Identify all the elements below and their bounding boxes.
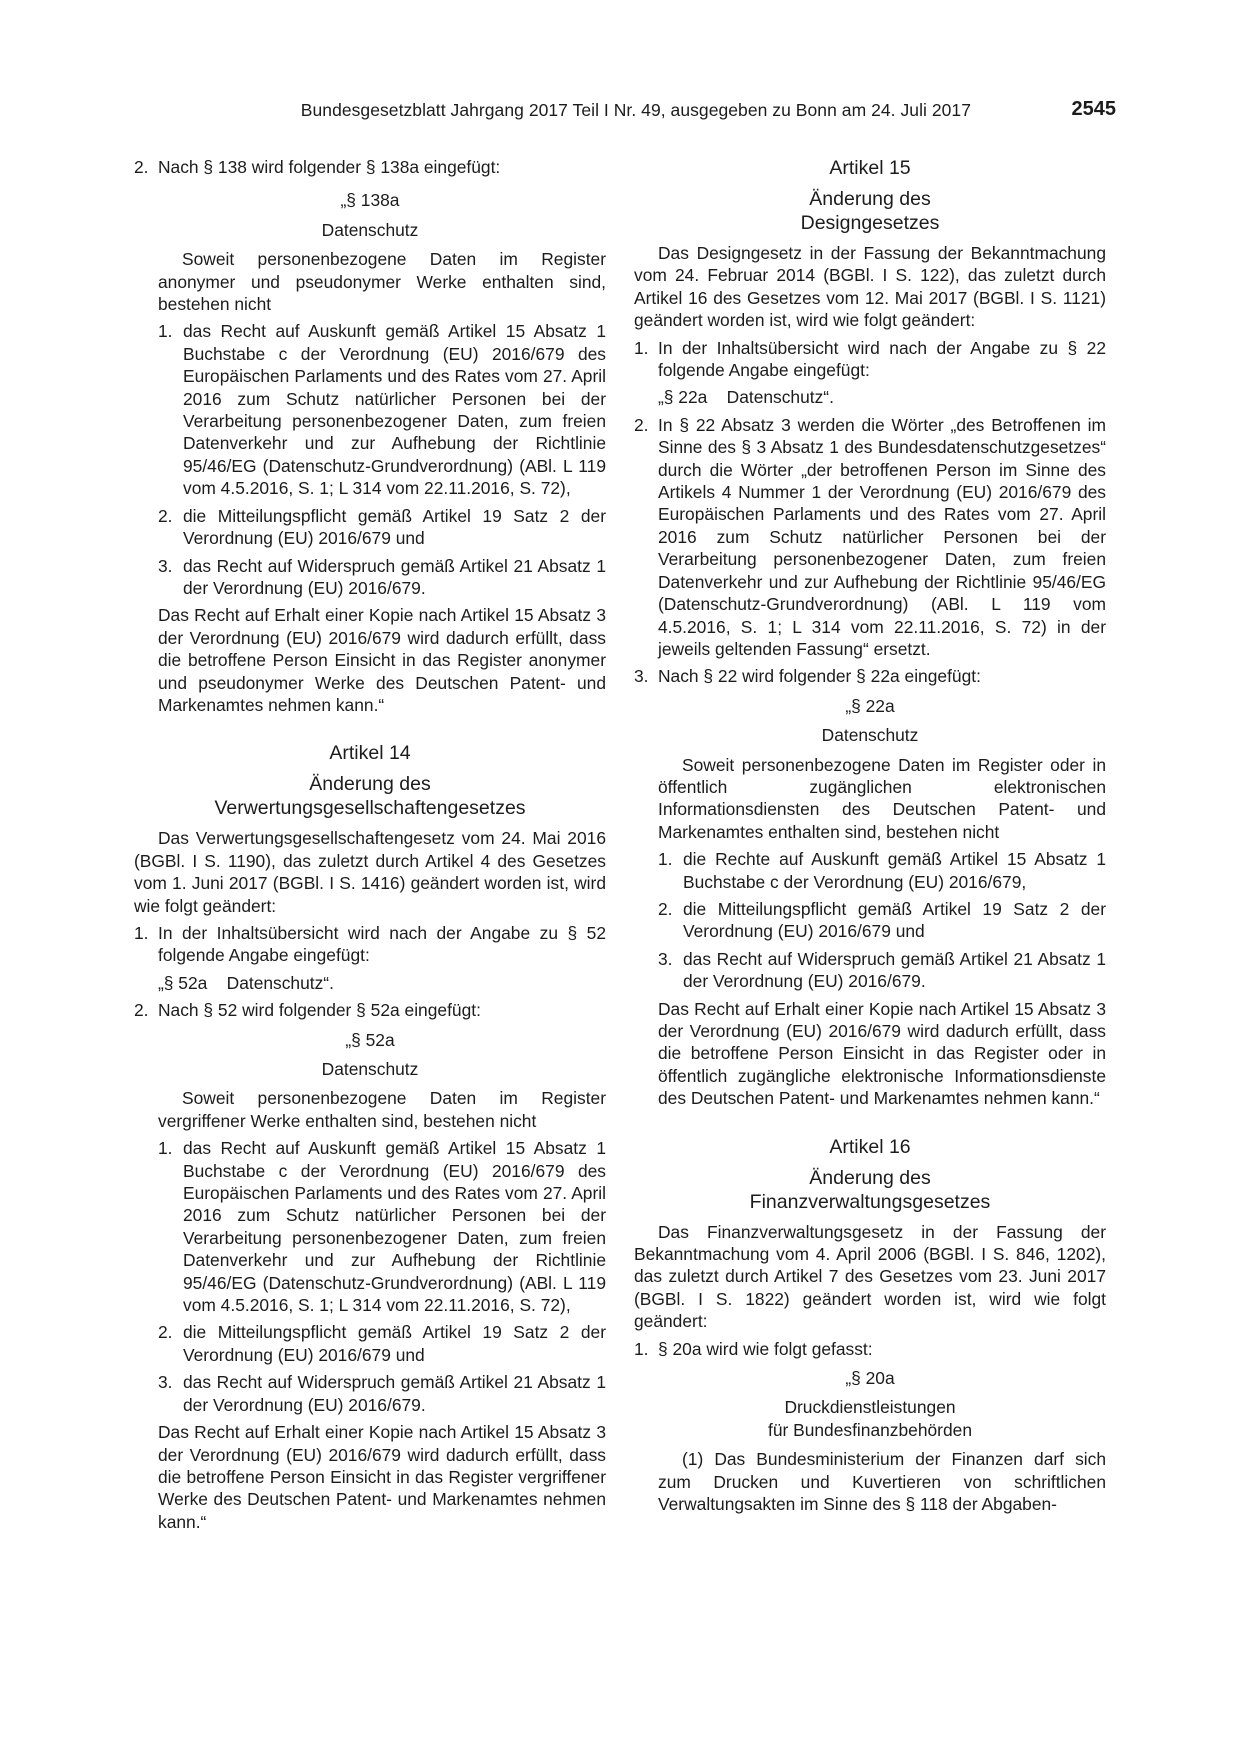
article-16-heading-line1: Änderung des — [809, 1166, 931, 1189]
list-item — [134, 1137, 606, 1316]
item-number: 1. — [634, 337, 649, 358]
paragraph-title-52a: Datenschutz — [321, 1059, 419, 1079]
item-number: 1. — [134, 922, 149, 943]
article-15-heading-line1: Änderung des — [809, 188, 931, 210]
amendment-item-1 — [134, 922, 606, 967]
list-item — [634, 948, 1106, 993]
list-number: 3. — [658, 948, 673, 969]
item-number: 2. — [134, 1000, 149, 1021]
item-number: 2. — [634, 414, 649, 435]
article-14-intro: Das Verwertungsgesellschaftengesetz vom 24. Mai 2016 (BGBl. I S. 1190), das zuletzt durch Artikel 4 des Gesetzes vom 1. Juni 2017 (BGBl. I S. 1416) geändert worden ist, wird wie folgt geändert: — [134, 828, 606, 916]
closing-22a: Das Recht auf Erhalt einer Kopie nach Artikel 15 Absatz 3 der Verordnung (EU) 2016/679 wird dadurch erfüllt, dass die betroffene Person Einsicht in das Register oder in öffentlich zugängliche elektronische Informationsdienste des Deutschen Patent- und Markenamtes nehmen kann.“ — [658, 998, 1106, 1109]
item-text: § 20a wird wie folgt gefasst: — [658, 1338, 873, 1359]
article-15-title: Artikel 15 — [829, 157, 911, 179]
list-text: das Recht auf Auskunft gemäß Artikel 15 Absatz 1 Buchstabe c der Verordnung (EU) 2016/679 des Europäischen Parlaments und des Rates vom 27. April 2016 zum Schutz natürlicher Personen bei der Verarbeitung personenbezogener Daten, zum freien Datenverkehr und zur Aufhebung der Richtlinie 95/46/EG (Datenschutz-Grundverordnung) (ABl. L 119 vom 4.5.2016, S. 1; L 314 vom 22.11.2016, S. 72), — [183, 321, 606, 499]
toc-insertion-22a: „§ 22a Datenschutz“. — [658, 387, 834, 408]
paragraph-number-22a: „§ 22a — [845, 695, 895, 716]
amendment-item-2 — [634, 414, 1106, 660]
intro-22a: Soweit personenbezogene Daten im Register oder in öffentlich zugänglichen elektronischen Informationsdiensten des Deutschen Patent- und Markenamtes enthalten sind, bestehen nicht — [658, 754, 1106, 842]
right-column — [634, 156, 1106, 1516]
amendment-item-1 — [634, 337, 1106, 382]
article-15-heading-line2: Designgesetzes — [800, 212, 940, 234]
list-number: 2. — [158, 505, 173, 526]
list-text: die Mitteilungspflicht gemäß Artikel 19 Satz 2 der Verordnung (EU) 2016/679 und — [183, 1322, 606, 1365]
toc-insertion-52a: „§ 52a Datenschutz“. — [158, 972, 334, 993]
list-text: die Mitteilungspflicht gemäß Artikel 19 Satz 2 der Verordnung (EU) 2016/679 und — [683, 898, 1106, 942]
list-text: das Recht auf Auskunft gemäß Artikel 15 Absatz 1 Buchstabe c der Verordnung (EU) 2016/679 des Europäischen Parlaments und des Rates vom 27. April 2016 zum Schutz natürlicher Personen bei der Verarbeitung personenbezogener Daten, zum freien Datenverkehr und zur Aufhebung der Richtlinie 95/46/EG (Datenschutz-Grundverordnung) (ABl. L 119 vom 4.5.2016, S. 1; L 314 vom 22.11.2016, S. 72), — [183, 1138, 606, 1316]
paragraph-title-20a-line2: für Bundesfinanzbehörden — [767, 1419, 972, 1440]
article-14-heading-line1: Änderung des — [309, 773, 431, 796]
list-text: die Rechte auf Auskunft gemäß Artikel 15 Absatz 1 Buchstabe c der Verordnung (EU) 2016/679, — [683, 849, 1106, 892]
item-text: In der Inhaltsübersicht wird nach der Angabe zu § 52 folgende Angabe eingefügt: — [158, 922, 606, 966]
article-16-intro: Das Finanzverwaltungsgesetz in der Fassung der Bekanntmachung vom 4. April 2006 (BGBl. I S. 846, 1202), das zuletzt durch Artikel 7 des Gesetzes vom 23. Juni 2017 (BGBl. I S. 1822) geändert worden ist, wird wie folgt geändert: — [634, 1221, 1106, 1332]
list-number: 2. — [658, 898, 673, 919]
list-number: 1. — [158, 321, 173, 342]
running-title: Bundesgesetzblatt Jahrgang 2017 Teil I Nr. 49, ausgegeben zu Bonn am 24. Juli 2017 — [300, 100, 971, 120]
list-text: das Recht auf Widerspruch gemäß Artikel 21 Absatz 1 der Verordnung (EU) 2016/679. — [683, 948, 1106, 992]
amendment-item-1 — [634, 1338, 1106, 1360]
paragraph-title-20a-line1: Druckdienstleistungen — [784, 1397, 956, 1418]
item-text: Nach § 22 wird folgender § 22a eingefügt: — [658, 666, 981, 687]
paragraph-number-138a: „§ 138a — [340, 190, 400, 211]
page-number: 2545 — [1071, 98, 1116, 120]
amendment-item-2 — [134, 156, 606, 178]
item-text: Nach § 52 wird folgender § 52a eingefügt: — [158, 1000, 481, 1021]
paragraph-title-138a: Datenschutz — [321, 219, 419, 240]
closing-138a: Das Recht auf Erhalt einer Kopie nach Artikel 15 Absatz 3 der Verordnung (EU) 2016/679 wird dadurch erfüllt, dass die betroffene Person Einsicht in das Register anonymer und pseudonymer Werke des Deutschen Patent- und Markenamtes nehmen kann.“ — [158, 605, 606, 715]
intro-138a: Soweit personenbezogene Daten im Register anonymer und pseudonymer Werke enthalten sind, bestehen nicht — [158, 249, 606, 315]
closing-52a: Das Recht auf Erhalt einer Kopie nach Artikel 15 Absatz 3 der Verordnung (EU) 2016/679 wird dadurch erfüllt, dass die betroffene Person Einsicht in das Register vergriffener Werke des Deutschen Patent- und Markenamtes nehmen kann.“ — [158, 1422, 606, 1532]
item-number: 1. — [634, 1338, 649, 1359]
list-item — [134, 555, 606, 600]
paragraph-title-22a: Datenschutz — [821, 725, 919, 746]
article-16-heading-line2: Finanzverwaltungsgesetzes — [749, 1190, 991, 1213]
list-text: das Recht auf Widerspruch gemäß Artikel 21 Absatz 1 der Verordnung (EU) 2016/679. — [183, 555, 606, 598]
list-number: 3. — [158, 555, 173, 576]
paragraph-number-52a: „§ 52a — [345, 1029, 395, 1050]
article-14-heading-line2: Verwertungsgesellschaftengesetzes — [214, 797, 526, 820]
list-item — [634, 898, 1106, 943]
list-item — [634, 848, 1106, 893]
paragraph-20a-absatz-1: (1) Das Bundesministerium der Finanzen darf sich zum Drucken und Kuvertieren von schriftlichen Verwaltungsakten im Sinne des § 118 der Abgaben- — [658, 1449, 1106, 1515]
list-number: 1. — [658, 849, 673, 870]
list-number: 3. — [158, 1372, 173, 1393]
list-number: 1. — [158, 1138, 173, 1159]
list-item — [134, 1321, 606, 1366]
left-column — [134, 156, 606, 1533]
item-number: 3. — [634, 666, 649, 687]
list-item — [134, 320, 606, 499]
list-text: das Recht auf Widerspruch gemäß Artikel 21 Absatz 1 der Verordnung (EU) 2016/679. — [183, 1372, 606, 1415]
amendment-item-2 — [134, 999, 606, 1021]
article-15-intro: Das Designgesetz in der Fassung der Bekanntmachung vom 24. Februar 2014 (BGBl. I S. 122), das zuletzt durch Artikel 16 des Gesetzes vom 12. Mai 2017 (BGBl. I S. 1121) geändert worden ist, wird wie folgt geändert: — [634, 243, 1106, 331]
list-item — [134, 505, 606, 550]
item-text: In der Inhaltsübersicht wird nach der Angabe zu § 22 folgende Angabe eingefügt: — [658, 337, 1106, 381]
list-number: 2. — [158, 1322, 173, 1343]
list-item — [134, 1371, 606, 1416]
item-number: 2. — [134, 157, 149, 177]
list-text: die Mitteilungspflicht gemäß Artikel 19 Satz 2 der Verordnung (EU) 2016/679 und — [183, 505, 606, 549]
article-14-title: Artikel 14 — [329, 742, 411, 765]
item-text: Nach § 138 wird folgender § 138a eingefügt: — [158, 157, 501, 177]
item-text: In § 22 Absatz 3 werden die Wörter „des Betroffenen im Sinne des § 3 Absatz 1 des Bundesdatenschutzgesetzes“ durch die Wörter „der betroffenen Person im Sinne des Artikels 4 Nummer 1 der Verordnung (EU) 2016/679 des Europäischen Parlaments und des Rates vom 27. April 2016 zum Schutz natürlicher Personen bei der Verarbeitung personenbezogener Daten, zum freien Datenverkehr und zur Aufhebung der Richtlinie 95/46/EG (Datenschutz-Grundverordnung) (ABl. L 119 vom 4.5.2016, S. 1; L 314 vom 22.11.2016, S. 72) in der jeweils geltenden Fassung“ ersetzt. — [658, 414, 1106, 659]
intro-52a: Soweit personenbezogene Daten im Register vergriffener Werke enthalten sind, bestehen nicht — [158, 1088, 606, 1131]
amendment-item-3 — [634, 665, 1106, 687]
page-header — [134, 99, 1116, 125]
article-16-title: Artikel 16 — [829, 1135, 911, 1158]
paragraph-number-20a: „§ 20a — [845, 1368, 895, 1389]
